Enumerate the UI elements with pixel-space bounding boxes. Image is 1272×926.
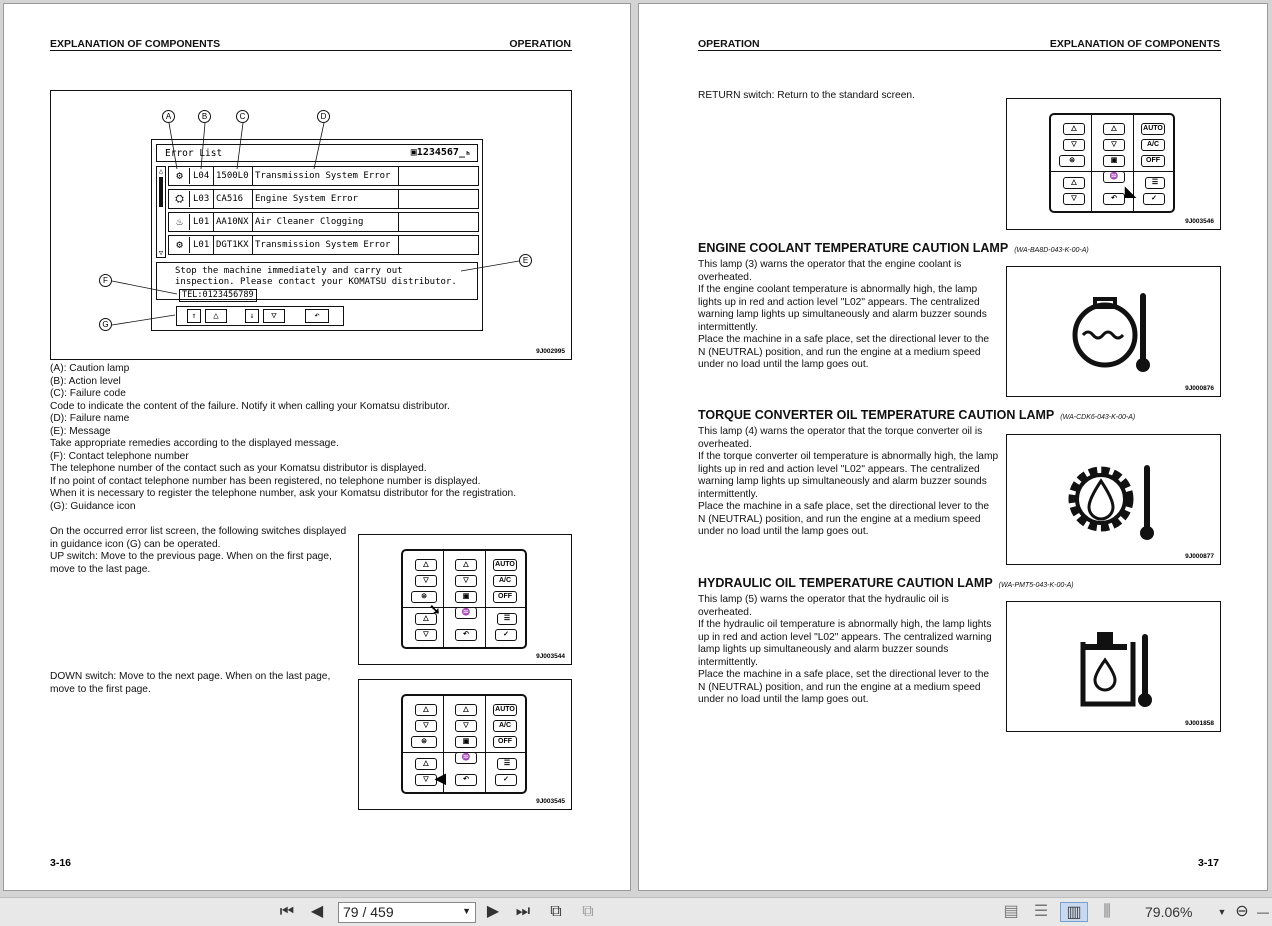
legend-line: Code to indicate the content of the failure. Notify it when calling your Komatsu distributor. <box>50 400 450 412</box>
torque-converter-lamp-figure <box>1006 434 1221 565</box>
text-line: On the occurred error list screen, the following switches displayed <box>50 526 347 537</box>
text-line: Place the machine in a safe place, set the directional lever to the <box>698 669 990 680</box>
text-line: in guidance icon (G) can be operated. <box>50 538 221 550</box>
down-switch-icon: ▽ <box>415 629 437 641</box>
transmission-caution-icon: ⚙ <box>170 237 190 253</box>
legend-line: (G): Guidance icon <box>50 500 136 512</box>
section-body <box>698 259 1003 372</box>
text-line: ENGINE COOLANT TEMPERATURE CAUTION LAMP <box>698 241 1009 255</box>
legend-line: (C): Failure code <box>50 388 126 399</box>
zoom-dropdown-icon[interactable]: ▼ <box>1217 907 1227 917</box>
text-line: N (NEUTRAL) position, and run the engine at a medium speed <box>698 681 981 693</box>
defroster-icon: ♒ <box>455 607 477 619</box>
failure-code: CA516 <box>216 194 244 204</box>
message-line-2: inspection. Please contact your KOMATSU distributor. <box>175 277 457 287</box>
down-double-icon: ⇓ <box>245 309 259 323</box>
text-line: If the engine coolant temperature is abnormally high, the lamp <box>698 284 978 295</box>
down-switch-icon: ▽ <box>455 720 477 732</box>
callout-e: E <box>519 254 532 267</box>
text-line: (WA-PMT5-043-K-00-A) <box>998 582 1074 589</box>
pointer-arrow-icon: ◀ <box>435 770 446 786</box>
confirm-icon: ✓ <box>495 774 517 786</box>
error-row <box>168 189 479 209</box>
torque-converter-oil-temperature-icon <box>1007 435 1220 564</box>
last-page-icon[interactable]: ⏭ <box>515 903 531 920</box>
failure-code: AA10NX <box>216 217 249 227</box>
text-line: move to the last page. <box>50 563 151 575</box>
header-left: EXPLANATION OF COMPONENTS <box>50 38 221 50</box>
down-switch-icon: ▽ <box>455 575 477 587</box>
zoom-level[interactable]: 79.06% <box>1145 904 1193 920</box>
page-number-value: 79 / 459 <box>343 904 394 920</box>
text-line: N (NEUTRAL) position, and run the engine at a medium speed <box>698 513 981 525</box>
text-line: warning lamp lights up simultaneously and alarm buzzer sounds <box>698 309 987 320</box>
callout-c: C <box>236 110 249 123</box>
down-switch-icon: ▽ <box>1063 139 1085 151</box>
pointer-arrow-icon: ◣ <box>1125 183 1136 199</box>
callout-b: B <box>198 110 211 123</box>
down-switch-icon: ▽ <box>415 575 437 587</box>
switch-panel <box>401 549 527 649</box>
contact-telephone: TEL:0123456789 <box>179 289 257 302</box>
return-icon: ↶ <box>1103 193 1125 205</box>
menu-icon: ☰ <box>497 758 517 770</box>
legend-line: When it is necessary to register the telephone number, ask your Komatsu distributor for the registration. <box>50 488 517 499</box>
legend-line: (F): Contact telephone number <box>50 450 189 462</box>
screen-message <box>156 262 478 300</box>
message-line-1: Stop the machine immediately and carry out <box>175 266 403 276</box>
section-body <box>698 594 1003 707</box>
text-line: intermittently. <box>698 656 758 668</box>
up-switch-icon: △ <box>415 704 437 716</box>
hourmeter: ▣1234567̲ₕ <box>410 147 471 158</box>
auto-button-icon: AUTO <box>493 704 517 716</box>
return-icon: ↶ <box>455 774 477 786</box>
down-switch-text <box>50 671 355 696</box>
zoom-out-icon[interactable]: ⊖ <box>1235 903 1249 920</box>
header-rule <box>698 50 1221 51</box>
up-switch-icon: △ <box>415 559 437 571</box>
engine-coolant-temperature-icon <box>1007 267 1220 396</box>
down-switch-figure <box>358 679 572 810</box>
text-line: overheated. <box>698 271 752 283</box>
two-page-continuous-icon[interactable]: ⫼ <box>1103 903 1111 920</box>
up-switch-icon: △ <box>1063 177 1085 189</box>
auto-button-icon: AUTO <box>1141 123 1165 135</box>
error-row <box>168 212 479 232</box>
figure-id: 9J003545 <box>536 798 565 805</box>
continuous-icon[interactable]: ☰ <box>1033 903 1049 920</box>
figure-id: 9J000876 <box>1185 385 1214 392</box>
down-icon: ▽ <box>263 309 285 323</box>
text-line: overheated. <box>698 438 752 450</box>
next-page-icon[interactable]: ▶ <box>486 903 500 920</box>
down-switch-icon: ▽ <box>1103 139 1125 151</box>
error-list-screen <box>151 139 483 331</box>
pointer-arrow-icon: ➘ <box>429 601 441 617</box>
text-line: intermittently. <box>698 488 758 500</box>
action-level: L04 <box>193 171 210 181</box>
up-double-icon: ⇑ <box>187 309 201 323</box>
up-icon: △ <box>205 309 227 323</box>
air-cleaner-caution-icon: ♨ <box>170 214 190 230</box>
error-row <box>168 166 479 186</box>
auto-button-icon: AUTO <box>493 559 517 571</box>
page-right <box>638 3 1268 891</box>
text-line: If the hydraulic oil temperature is abnormally high, the lamp lights <box>698 619 992 630</box>
figure-id: 9J001858 <box>1185 720 1214 727</box>
legend-line: (D): Failure name <box>50 413 130 424</box>
header-right: OPERATION <box>509 38 571 50</box>
ac-button-icon: A/C <box>493 575 517 587</box>
legend-line: (E): Message <box>50 425 111 437</box>
text-line: (WA-CDK6-043-K-00-A) <box>1060 414 1136 421</box>
text-line: intermittently. <box>698 321 758 333</box>
legend-line: Take appropriate remedies according to the displayed message. <box>50 438 339 449</box>
menu-icon: ☰ <box>497 613 517 625</box>
text-line: Place the machine in a safe place, set the directional lever to the <box>698 334 990 345</box>
action-level: L03 <box>193 194 210 204</box>
coolant-lamp-figure <box>1006 266 1221 397</box>
page-left <box>3 3 631 891</box>
off-button-icon: OFF <box>1141 155 1165 167</box>
failure-name: Transmission System Error <box>255 240 391 250</box>
figure-id: 9J003546 <box>1185 218 1214 225</box>
select-icon[interactable]: ⧉ <box>550 903 562 920</box>
defroster-icon: ▣ <box>1103 155 1125 167</box>
header-right: EXPLANATION OF COMPONENTS <box>1049 38 1220 50</box>
two-page-icon[interactable]: ▥ <box>1060 902 1088 922</box>
text-line: lights up in red and action level "L02" appears. The centralized <box>698 296 980 308</box>
menu-icon: ☰ <box>1145 177 1165 189</box>
confirm-icon: ✓ <box>1143 193 1165 205</box>
defroster-icon: ▣ <box>455 736 477 748</box>
defroster-icon: ▣ <box>455 591 477 603</box>
text-line: under no load until the lamp goes out. <box>698 359 869 370</box>
ac-button-icon: A/C <box>493 720 517 732</box>
figure-id: 9J003544 <box>536 653 565 660</box>
callout-a: A <box>162 110 175 123</box>
up-switch-icon: △ <box>1103 123 1125 135</box>
defroster-icon: ♒ <box>455 752 477 764</box>
failure-code: 1500L0 <box>216 171 249 181</box>
up-switch-icon: △ <box>415 613 437 625</box>
failure-name: Air Cleaner Clogging <box>255 217 364 227</box>
text-line: warning lamp lights up simultaneously and alarm buzzer sounds <box>698 476 987 487</box>
section-body <box>698 426 1003 539</box>
defroster-icon: ♒ <box>1103 171 1125 183</box>
transmission-caution-icon: ⚙ <box>170 168 190 184</box>
text-line: DOWN switch: Move to the next page. When on the last page, <box>50 671 331 682</box>
page-number: 3-17 <box>1197 857 1219 869</box>
eco-icon: ⊜ <box>411 736 437 748</box>
text-line: under no load until the lamp goes out. <box>698 694 869 705</box>
down-switch-icon: ▽ <box>1063 193 1085 205</box>
legend-line: (B): Action level <box>50 375 121 387</box>
switch-panel <box>401 694 527 794</box>
header-rule <box>50 50 572 51</box>
legend-line: The telephone number of the contact such as your Komatsu distributor is displayed. <box>50 463 427 474</box>
text-line: overheated. <box>698 606 752 618</box>
prev-page-icon[interactable]: ◀ <box>310 903 324 920</box>
section-title <box>698 408 1135 422</box>
up-switch-icon: △ <box>455 704 477 716</box>
hydraulic-lamp-figure <box>1006 601 1221 732</box>
error-row <box>168 235 479 255</box>
text-line: If the torque converter oil temperature is abnormally high, the lamp <box>698 451 999 462</box>
up-switch-icon: △ <box>455 559 477 571</box>
down-switch-icon: ▽ <box>415 720 437 732</box>
up-switch-icon: △ <box>1063 123 1085 135</box>
text-line: lamp lights up simultaneously and alarm buzzer sounds <box>698 644 949 655</box>
text-line: TORQUE CONVERTER OIL TEMPERATURE CAUTION LAMP <box>698 408 1055 422</box>
legend-line: If no point of contact telephone number has been registered, no telephone number is displayed. <box>50 475 481 487</box>
single-page-icon[interactable]: ▤ <box>1003 903 1019 920</box>
figure-id: 9J002995 <box>536 348 565 355</box>
switch-panel <box>1049 113 1175 213</box>
up-switch-figure <box>358 534 572 665</box>
up-switch-icon: △ <box>415 758 437 770</box>
legend <box>50 363 590 513</box>
down-switch-icon: ▽ <box>415 774 437 786</box>
zoom-slider-icon[interactable]: — <box>1257 905 1269 919</box>
first-page-icon[interactable]: ⏮ <box>279 903 295 920</box>
text-line: Place the machine in a safe place, set the directional lever to the <box>698 501 990 512</box>
return-icon: ↶ <box>455 629 477 641</box>
return-icon: ↶ <box>305 309 329 323</box>
confirm-icon: ✓ <box>495 629 517 641</box>
callout-g: G <box>99 318 112 331</box>
screen-title: Error List <box>165 148 223 159</box>
text-line: HYDRAULIC OIL TEMPERATURE CAUTION LAMP <box>698 576 993 590</box>
figure-id: 9J000877 <box>1185 553 1214 560</box>
failure-name: Engine System Error <box>255 194 358 204</box>
failure-name: Transmission System Error <box>255 171 391 181</box>
callout-d: D <box>317 110 330 123</box>
hydraulic-oil-temperature-icon <box>1007 602 1220 731</box>
text-line: UP switch: Move to the previous page. When on the first page, <box>50 551 332 562</box>
return-switch-text: RETURN switch: Return to the standard screen. <box>698 90 915 101</box>
chevron-down-icon[interactable]: ▼ <box>462 906 471 916</box>
action-level: L01 <box>193 217 210 227</box>
failure-code: DGT1KX <box>216 240 249 250</box>
callout-f: F <box>99 274 112 287</box>
legend-line: (A): Caution lamp <box>50 363 130 374</box>
section-title <box>698 576 1074 590</box>
up-switch-text <box>50 526 355 576</box>
page-number-input[interactable] <box>338 902 476 923</box>
text-line: up in red and action level "L02" appears. The centralized warning <box>698 631 992 643</box>
off-button-icon: OFF <box>493 736 517 748</box>
text-line: This lamp (4) warns the operator that the torque converter oil is <box>698 426 983 437</box>
page-number: 3-16 <box>50 857 72 869</box>
eco-icon: ⊜ <box>1059 155 1085 167</box>
text-line: (WA-BA8D-043-K-00-A) <box>1014 247 1089 254</box>
screen-title-bar <box>156 144 478 162</box>
viewer-toolbar <box>0 897 1272 926</box>
return-switch-figure <box>1006 98 1221 230</box>
text-line: This lamp (3) warns the operator that the engine coolant is <box>698 259 962 270</box>
ac-button-icon: A/C <box>1141 139 1165 151</box>
section-title <box>698 241 1089 255</box>
off-button-icon: OFF <box>493 591 517 603</box>
text-line: N (NEUTRAL) position, and run the engine at a medium speed <box>698 346 981 358</box>
text-line: This lamp (5) warns the operator that the hydraulic oil is <box>698 594 949 605</box>
text-line: lights up in red and action level "L02" appears. The centralized <box>698 463 980 475</box>
engine-caution-icon: ⛭ <box>170 191 190 207</box>
eco-icon: ⊜ <box>411 591 437 603</box>
guidance-icons <box>176 306 344 326</box>
text-line: under no load until the lamp goes out. <box>698 526 869 537</box>
header-left: OPERATION <box>698 38 760 50</box>
screen-scrollbar: △ ▽ <box>156 166 166 258</box>
error-list-figure <box>50 90 572 360</box>
text-line: move to the first page. <box>50 683 151 695</box>
snapshot-icon[interactable]: ⧉ <box>582 903 594 920</box>
action-level: L01 <box>193 240 210 250</box>
